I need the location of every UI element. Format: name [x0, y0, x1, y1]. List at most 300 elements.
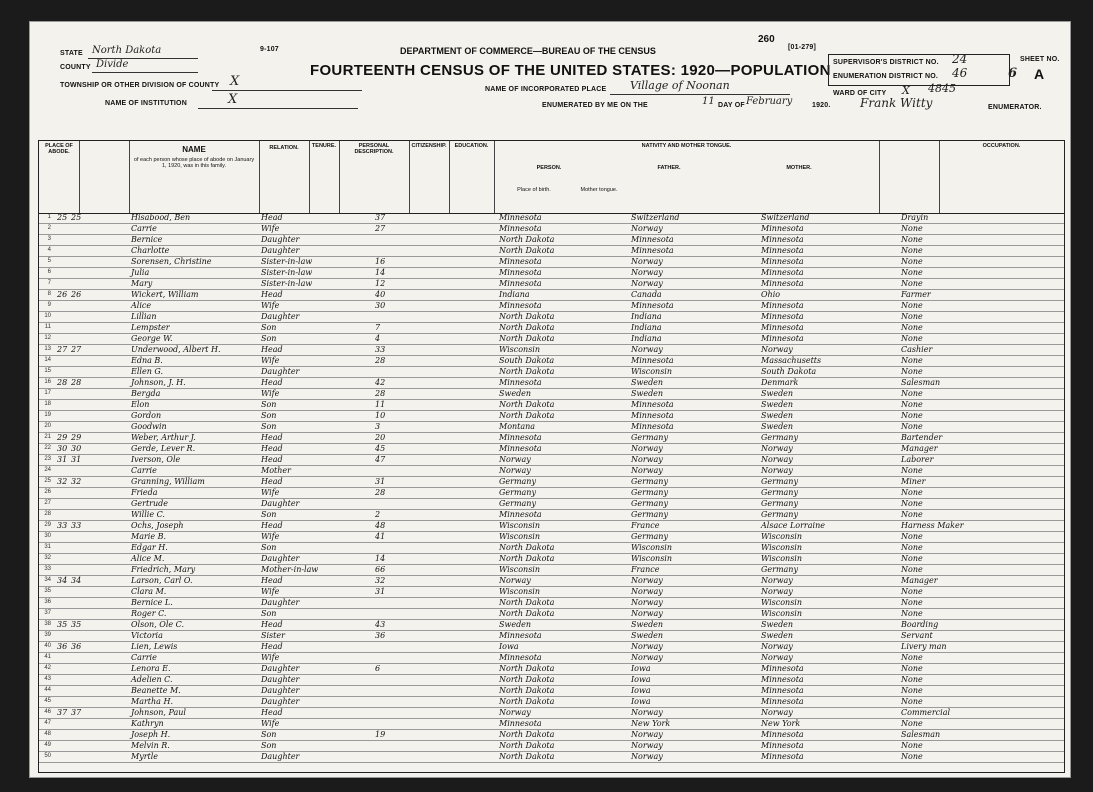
cell-line: 32	[44, 555, 51, 561]
cell-mother: Minnesota	[761, 246, 804, 255]
cell-rel: Son	[261, 334, 277, 343]
cell-fam: 36	[71, 642, 82, 651]
cell-line: 16	[44, 379, 51, 385]
enumerator-label: ENUMERATOR.	[988, 104, 1042, 111]
cell-father: Minnesota	[631, 301, 674, 310]
cell-name: Victoria	[131, 631, 163, 640]
supervisor-label: SUPERVISOR'S DISTRICT NO.	[833, 59, 939, 66]
table-row	[39, 751, 1064, 763]
cell-fam: 35	[71, 620, 82, 629]
enumeration-day: 11	[702, 96, 715, 107]
cell-father: Iowa	[631, 664, 651, 673]
cell-birth: North Dakota	[499, 400, 555, 409]
cell-name: Melvin R.	[131, 741, 170, 750]
cell-line: 9	[47, 302, 51, 308]
cell-occ: None	[901, 301, 923, 310]
cell-occ: None	[901, 741, 923, 750]
cell-rel: Daughter	[261, 246, 300, 255]
cell-father: Norway	[631, 587, 663, 596]
cell-age: 48	[375, 521, 386, 530]
cell-father: Minnesota	[631, 411, 674, 420]
cell-occ: Manager	[901, 576, 938, 585]
cell-age: 47	[375, 455, 386, 464]
cell-birth: North Dakota	[499, 246, 555, 255]
page-number: 260	[758, 34, 775, 45]
cell-rel: Head	[261, 521, 283, 530]
cell-father: Iowa	[631, 697, 651, 706]
cell-name: Frieda	[131, 488, 158, 497]
cell-birth: Minnesota	[499, 301, 542, 310]
cell-rel: Head	[261, 345, 283, 354]
cell-name: Iverson, Ole	[131, 455, 181, 464]
cell-birth: Sweden	[499, 620, 532, 629]
cell-name: Underwood, Albert H.	[131, 345, 221, 354]
cell-line: 27	[44, 500, 51, 506]
cell-occ: None	[901, 224, 923, 233]
cell-birth: North Dakota	[499, 752, 555, 761]
cell-birth: North Dakota	[499, 543, 555, 552]
enum-district-value: 46	[952, 66, 968, 80]
cell-rel: Head	[261, 290, 283, 299]
cell-fam: 25	[71, 213, 82, 222]
cell-age: 14	[375, 268, 386, 277]
cell-line: 35	[44, 588, 51, 594]
cell-rel: Head	[261, 642, 283, 651]
cell-birth: North Dakota	[499, 664, 555, 673]
cell-age: 33	[375, 345, 386, 354]
cell-name: Adelien C.	[131, 675, 173, 684]
cell-father: Switzerland	[631, 213, 680, 222]
cell-father: Germany	[631, 499, 668, 508]
cell-line: 30	[44, 533, 51, 539]
cell-occ: None	[901, 257, 923, 266]
cell-line: 1	[47, 214, 51, 220]
head-place-of-birth: Place of birth.	[517, 187, 551, 193]
cell-father: Germany	[631, 477, 668, 486]
cell-name: Sorensen, Christine	[131, 257, 212, 266]
enumeration-month: February	[746, 96, 793, 107]
cell-line: 2	[47, 225, 51, 231]
cell-birth: North Dakota	[499, 686, 555, 695]
cell-occ: None	[901, 752, 923, 761]
cell-line: 6	[47, 269, 51, 275]
cell-fam: 32	[71, 477, 82, 486]
cell-birth: Norway	[499, 576, 531, 585]
cell-birth: Minnesota	[499, 444, 542, 453]
cell-father: Wisconsin	[631, 543, 673, 552]
cell-line: 7	[47, 280, 51, 286]
cell-name: Julia	[131, 268, 150, 277]
head-mother-tongue: Mother tongue.	[580, 187, 618, 193]
cell-name: Carrie	[131, 466, 157, 475]
cell-father: Minnesota	[631, 400, 674, 409]
cell-father: Norway	[631, 224, 663, 233]
cell-mother: Norway	[761, 576, 793, 585]
cell-name: Olson, Ole C.	[131, 620, 185, 629]
cell-birth: Iowa	[499, 642, 519, 651]
cell-line: 3	[47, 236, 51, 242]
cell-dw: 34	[57, 576, 68, 585]
cell-rel: Son	[261, 411, 277, 420]
census-title: FOURTEENTH CENSUS OF THE UNITED STATES: 1920—POPULATION	[310, 62, 831, 79]
form-code: [01-279]	[788, 44, 817, 51]
cell-line: 42	[44, 665, 51, 671]
cell-line: 8	[47, 291, 51, 297]
cell-age: 7	[375, 323, 381, 332]
cell-mother: Minnesota	[761, 664, 804, 673]
cell-rel: Son	[261, 730, 277, 739]
cell-rel: Wife	[261, 356, 280, 365]
cell-name: George W.	[131, 334, 173, 343]
cell-father: Germany	[631, 488, 668, 497]
cell-name: Johnson, J. H.	[131, 378, 186, 387]
cell-birth: Indiana	[499, 290, 530, 299]
cell-name: Kathryn	[131, 719, 164, 728]
cell-birth: North Dakota	[499, 741, 555, 750]
cell-age: 2	[375, 510, 381, 519]
cell-occ: None	[901, 334, 923, 343]
cell-name: Bernice	[131, 235, 163, 244]
cell-rel: Head	[261, 433, 283, 442]
cell-birth: Wisconsin	[499, 521, 541, 530]
cell-mother: Minnesota	[761, 675, 804, 684]
cell-name: Myrtle	[131, 752, 159, 761]
cell-mother: Germany	[761, 477, 798, 486]
cell-mother: Minnesota	[761, 224, 804, 233]
cell-mother: Germany	[761, 510, 798, 519]
cell-name: Lien, Lewis	[131, 642, 178, 651]
cell-line: 45	[44, 698, 51, 704]
cell-rel: Head	[261, 455, 283, 464]
head-citizenship: CITIZENSHIP.	[411, 143, 447, 149]
cell-dw: 31	[57, 455, 68, 464]
cell-age: 16	[375, 257, 386, 266]
cell-rel: Son	[261, 400, 277, 409]
cell-rel: Daughter	[261, 367, 300, 376]
cell-mother: Ohio	[761, 290, 781, 299]
cell-birth: North Dakota	[499, 554, 555, 563]
cell-mother: Minnesota	[761, 312, 804, 321]
cell-mother: Minnesota	[761, 752, 804, 761]
head-nativity: NATIVITY AND MOTHER TONGUE.	[641, 143, 732, 149]
cell-occ: Harness Maker	[901, 521, 964, 530]
cell-occ: None	[901, 367, 923, 376]
cell-occ: None	[901, 719, 923, 728]
cell-mother: Germany	[761, 499, 798, 508]
cell-occ: None	[901, 268, 923, 277]
cell-fam: 31	[71, 455, 82, 464]
cell-occ: None	[901, 488, 923, 497]
cell-rel: Son	[261, 609, 277, 618]
cell-father: Sweden	[631, 389, 664, 398]
head-occupation: OCCUPATION.	[982, 143, 1021, 149]
cell-name: Hisabood, Ben	[131, 213, 191, 222]
cell-birth: Sweden	[499, 389, 532, 398]
cell-birth: Germany	[499, 477, 536, 486]
cell-mother: Minnesota	[761, 697, 804, 706]
head-father: FATHER.	[657, 165, 681, 171]
cell-rel: Wife	[261, 224, 280, 233]
cell-mother: Denmark	[761, 378, 799, 387]
cell-mother: Norway	[761, 653, 793, 662]
cell-rel: Mother	[261, 466, 291, 475]
cell-line: 50	[44, 753, 51, 759]
cell-occ: None	[901, 235, 923, 244]
cell-age: 37	[375, 213, 386, 222]
cell-rel: Son	[261, 422, 277, 431]
cell-father: Germany	[631, 510, 668, 519]
cell-mother: Norway	[761, 345, 793, 354]
county-label: COUNTY	[60, 64, 91, 71]
cell-mother: Massachusetts	[761, 356, 822, 365]
head-mother: MOTHER.	[786, 165, 812, 171]
sheet-value: 6	[1008, 66, 1018, 81]
cell-fam: 33	[71, 521, 82, 530]
cell-name: Granning, William	[131, 477, 205, 486]
cell-birth: North Dakota	[499, 323, 555, 332]
head-personal: PERSONAL DESCRIPTION.	[354, 143, 394, 155]
cell-fam: 27	[71, 345, 82, 354]
cell-line: 19	[44, 412, 51, 418]
cell-age: 41	[375, 532, 386, 541]
cell-father: Sweden	[631, 378, 664, 387]
cell-rel: Daughter	[261, 697, 300, 706]
cell-father: France	[631, 521, 660, 530]
cell-line: 33	[44, 566, 51, 572]
cell-birth: Norway	[499, 708, 531, 717]
cell-rel: Head	[261, 620, 283, 629]
census-rows	[38, 212, 1065, 773]
cell-occ: Servant	[901, 631, 933, 640]
day-label: DAY OF	[718, 102, 745, 109]
cell-occ: Farmer	[901, 290, 931, 299]
cell-name: Alice M.	[131, 554, 165, 563]
cell-father: Indiana	[631, 334, 662, 343]
cell-name: Mary	[131, 279, 153, 288]
cell-birth: North Dakota	[499, 411, 555, 420]
cell-mother: Minnesota	[761, 268, 804, 277]
cell-rel: Head	[261, 477, 283, 486]
cell-occ: None	[901, 510, 923, 519]
cell-fam: 34	[71, 576, 82, 585]
cell-birth: Germany	[499, 488, 536, 497]
cell-name: Martha H.	[131, 697, 173, 706]
supervisor-value: 24	[952, 52, 968, 66]
cell-occ: None	[901, 400, 923, 409]
cell-birth: Wisconsin	[499, 587, 541, 596]
cell-name: Lillian	[131, 312, 157, 321]
cell-line: 10	[44, 313, 51, 319]
cell-mother: Sweden	[761, 620, 794, 629]
cell-occ: None	[901, 279, 923, 288]
cell-name: Friedrich, Mary	[131, 565, 196, 574]
cell-rel: Wife	[261, 653, 280, 662]
cell-line: 41	[44, 654, 51, 660]
cell-occ: Livery man	[901, 642, 947, 651]
head-place-of-abode: PLACE OF ABODE.	[45, 143, 73, 155]
cell-name: Edna B.	[131, 356, 163, 365]
cell-line: 36	[44, 599, 51, 605]
cell-fam: 28	[71, 378, 82, 387]
cell-fam: 30	[71, 444, 82, 453]
cell-father: Sweden	[631, 631, 664, 640]
cell-age: 40	[375, 290, 386, 299]
cell-occ: None	[901, 675, 923, 684]
cell-name: Alice	[131, 301, 152, 310]
cell-rel: Sister-in-law	[261, 257, 313, 266]
cell-rel: Head	[261, 708, 283, 717]
cell-age: 4	[375, 334, 381, 343]
cell-birth: Minnesota	[499, 719, 542, 728]
incorporated-value: Village of Noonan	[630, 79, 730, 92]
cell-occ: None	[901, 664, 923, 673]
cell-line: 17	[44, 390, 51, 396]
cell-father: Norway	[631, 576, 663, 585]
cell-line: 22	[44, 445, 51, 451]
cell-fam: 29	[71, 433, 82, 442]
cell-occ: Salesman	[901, 378, 941, 387]
cell-father: Indiana	[631, 323, 662, 332]
cell-rel: Daughter	[261, 752, 300, 761]
cell-father: Norway	[631, 609, 663, 618]
cell-line: 24	[44, 467, 51, 473]
column-headers	[38, 140, 1065, 214]
cell-father: Norway	[631, 741, 663, 750]
cell-line: 14	[44, 357, 51, 363]
cell-mother: Sweden	[761, 422, 794, 431]
cell-age: 28	[375, 389, 386, 398]
cell-occ: None	[901, 543, 923, 552]
cell-birth: North Dakota	[499, 312, 555, 321]
cell-occ: None	[901, 499, 923, 508]
state-label: STATE	[60, 50, 83, 57]
head-name: NAME	[182, 145, 206, 154]
cell-father: Minnesota	[631, 422, 674, 431]
cell-mother: Wisconsin	[761, 543, 803, 552]
cell-line: 13	[44, 346, 51, 352]
cell-rel: Son	[261, 543, 277, 552]
cell-name: Joseph H.	[131, 730, 171, 739]
cell-name: Bergda	[131, 389, 161, 398]
cell-father: Norway	[631, 455, 663, 464]
cell-mother: Wisconsin	[761, 554, 803, 563]
cell-line: 40	[44, 643, 51, 649]
cell-father: Wisconsin	[631, 367, 673, 376]
cell-line: 44	[44, 687, 51, 693]
cell-dw: 29	[57, 433, 68, 442]
cell-birth: North Dakota	[499, 367, 555, 376]
cell-dw: 36	[57, 642, 68, 651]
cell-line: 21	[44, 434, 51, 440]
cell-occ: None	[901, 686, 923, 695]
cell-occ: None	[901, 598, 923, 607]
cell-father: Norway	[631, 730, 663, 739]
cell-mother: Minnesota	[761, 334, 804, 343]
cell-line: 46	[44, 709, 51, 715]
cell-occ: Boarding	[901, 620, 939, 629]
cell-birth: Wisconsin	[499, 532, 541, 541]
incorporated-label: NAME OF INCORPORATED PLACE	[485, 86, 607, 93]
cell-mother: Norway	[761, 466, 793, 475]
cell-occ: None	[901, 653, 923, 662]
state-value: North Dakota	[92, 45, 162, 56]
cell-line: 34	[44, 577, 51, 583]
head-education: EDUCATION.	[454, 143, 489, 149]
cell-line: 26	[44, 489, 51, 495]
sheet-suffix: A	[1034, 66, 1045, 82]
cell-name: Goodwin	[131, 422, 167, 431]
cell-father: Norway	[631, 257, 663, 266]
cell-line: 4	[47, 247, 51, 253]
cell-mother: Sweden	[761, 389, 794, 398]
cell-age: 19	[375, 730, 386, 739]
cell-age: 11	[375, 400, 386, 409]
cell-dw: 26	[57, 290, 68, 299]
cell-name: Gordon	[131, 411, 162, 420]
cell-occ: None	[901, 323, 923, 332]
cell-rel: Daughter	[261, 664, 300, 673]
cell-name: Bernice L.	[131, 598, 173, 607]
cell-age: 45	[375, 444, 386, 453]
head-tenure: TENURE.	[311, 143, 337, 149]
cell-rel: Son	[261, 510, 277, 519]
cell-dw: 28	[57, 378, 68, 387]
cell-rel: Head	[261, 378, 283, 387]
cell-mother: Switzerland	[761, 213, 810, 222]
cell-birth: Minnesota	[499, 279, 542, 288]
cell-father: Norway	[631, 653, 663, 662]
margin-number: 4845	[928, 82, 956, 95]
cell-father: Indiana	[631, 312, 662, 321]
cell-name: Gertrude	[131, 499, 168, 508]
cell-mother: Germany	[761, 565, 798, 574]
cell-line: 38	[44, 621, 51, 627]
cell-name: Beanette M.	[131, 686, 181, 695]
cell-father: Sweden	[631, 620, 664, 629]
cell-rel: Daughter	[261, 499, 300, 508]
ward-label: WARD OF CITY	[833, 90, 887, 97]
cell-line: 11	[44, 324, 51, 330]
cell-birth: Norway	[499, 466, 531, 475]
cell-father: Norway	[631, 268, 663, 277]
cell-birth: North Dakota	[499, 334, 555, 343]
cell-occ: Laborer	[901, 455, 934, 464]
cell-father: Germany	[631, 433, 668, 442]
cell-birth: Norway	[499, 455, 531, 464]
cell-occ: Drayin	[901, 213, 929, 222]
cell-birth: North Dakota	[499, 730, 555, 739]
cell-dw: 30	[57, 444, 68, 453]
cell-rel: Daughter	[261, 598, 300, 607]
cell-mother: Germany	[761, 433, 798, 442]
cell-line: 49	[44, 742, 51, 748]
institution-value: X	[228, 92, 238, 107]
cell-birth: North Dakota	[499, 235, 555, 244]
cell-name: Lempster	[131, 323, 170, 332]
cell-name: Gerde, Lever R.	[131, 444, 196, 453]
cell-mother: Norway	[761, 708, 793, 717]
cell-dw: 33	[57, 521, 68, 530]
cell-mother: Minnesota	[761, 686, 804, 695]
cell-rel: Wife	[261, 389, 280, 398]
cell-occ: Salesman	[901, 730, 941, 739]
cell-birth: South Dakota	[499, 356, 555, 365]
cell-mother: Norway	[761, 444, 793, 453]
enumeration-year: 1920.	[812, 102, 831, 109]
cell-name: Larson, Carl O.	[131, 576, 193, 585]
cell-name: Lenora E.	[131, 664, 171, 673]
cell-age: 28	[375, 488, 386, 497]
